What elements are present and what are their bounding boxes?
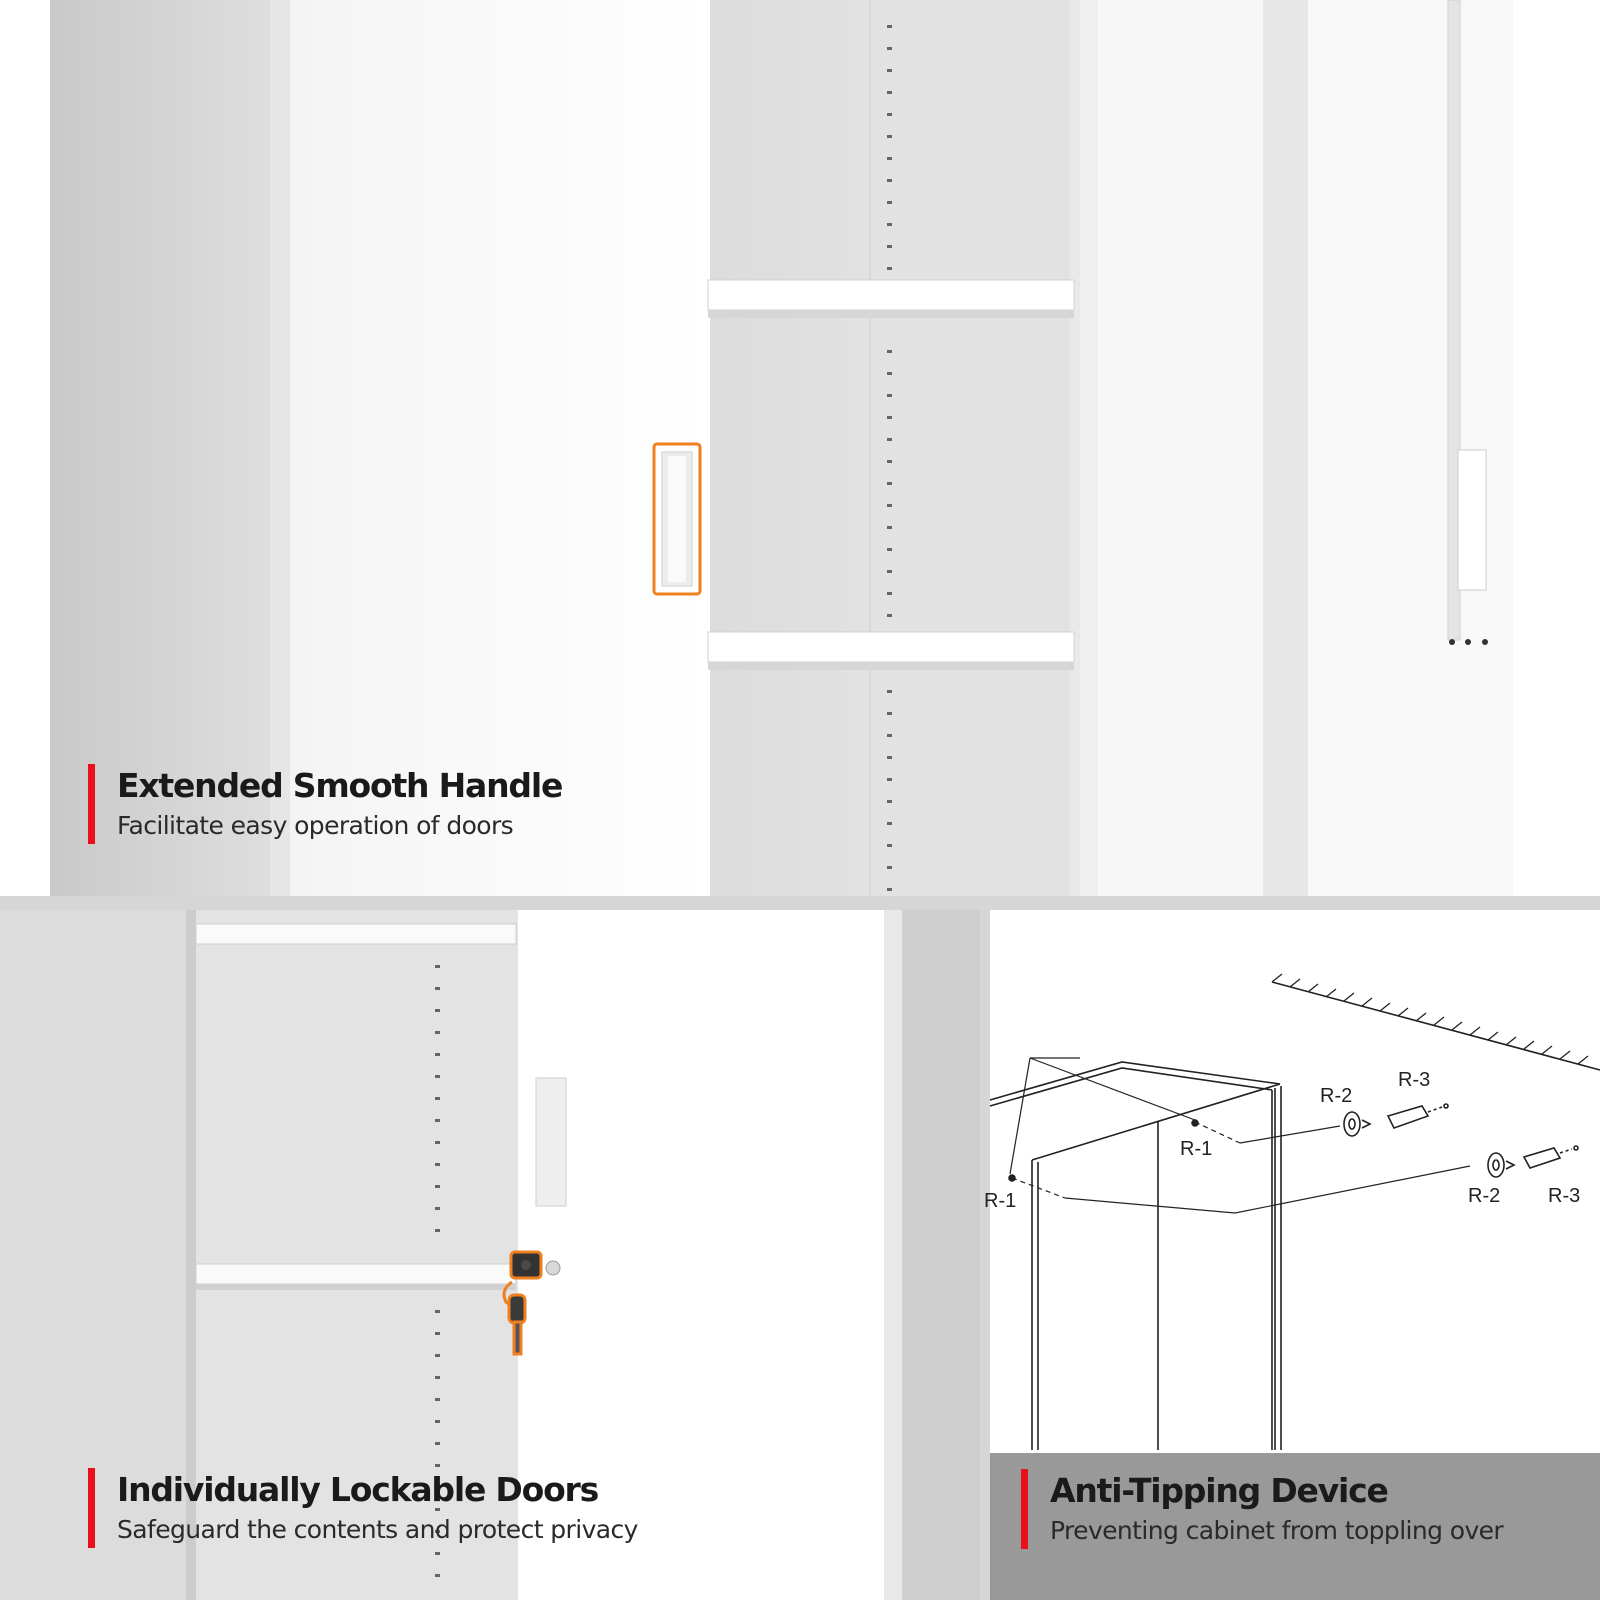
feature-title: Extended Smooth Handle bbox=[117, 766, 563, 805]
caption-anti-tipping bbox=[1021, 1469, 1503, 1549]
label-r1-top: R-1 bbox=[1180, 1138, 1213, 1160]
feature-title: Anti-Tipping Device bbox=[1050, 1471, 1388, 1510]
anchor-r3-top bbox=[1388, 1104, 1448, 1128]
shelf-upper bbox=[196, 924, 516, 944]
wall-hatching bbox=[1272, 974, 1588, 1064]
lock-cylinder bbox=[546, 1261, 560, 1275]
left-door bbox=[290, 0, 710, 896]
shelf-upper bbox=[708, 280, 1074, 318]
panel-divider-vertical bbox=[980, 910, 990, 1600]
label-r2-top: R-2 bbox=[1320, 1085, 1353, 1107]
label-r2-bottom: R-2 bbox=[1468, 1185, 1501, 1207]
shelf-lower bbox=[708, 632, 1074, 670]
cabinet-side bbox=[50, 0, 270, 896]
door-handle bbox=[536, 1078, 566, 1206]
feature-subtitle: Safeguard the contents and protect privacy bbox=[117, 1515, 638, 1544]
right-door-inner bbox=[1098, 0, 1263, 896]
shelf-lower bbox=[196, 1264, 516, 1290]
feature-subtitle: Preventing cabinet from toppling over bbox=[1050, 1516, 1504, 1545]
washer-r2-bottom bbox=[1488, 1153, 1514, 1177]
caption-extended-handle bbox=[88, 764, 562, 844]
feature-subtitle: Facilitate easy operation of doors bbox=[117, 811, 514, 840]
right-door bbox=[1308, 0, 1513, 896]
label-r1-left: R-1 bbox=[984, 1190, 1017, 1212]
caption-lockable-doors bbox=[88, 1468, 638, 1548]
label-r3-top: R-3 bbox=[1398, 1069, 1431, 1091]
panel-divider-horizontal bbox=[0, 896, 1600, 910]
anchor-r3-bottom bbox=[1524, 1146, 1578, 1168]
cabinet-outline bbox=[990, 1062, 1281, 1450]
feature-title: Individually Lockable Doors bbox=[117, 1470, 599, 1509]
washer-r2-top bbox=[1344, 1112, 1370, 1136]
wall-line bbox=[1272, 982, 1600, 1070]
label-r3-bottom: R-3 bbox=[1548, 1185, 1581, 1207]
